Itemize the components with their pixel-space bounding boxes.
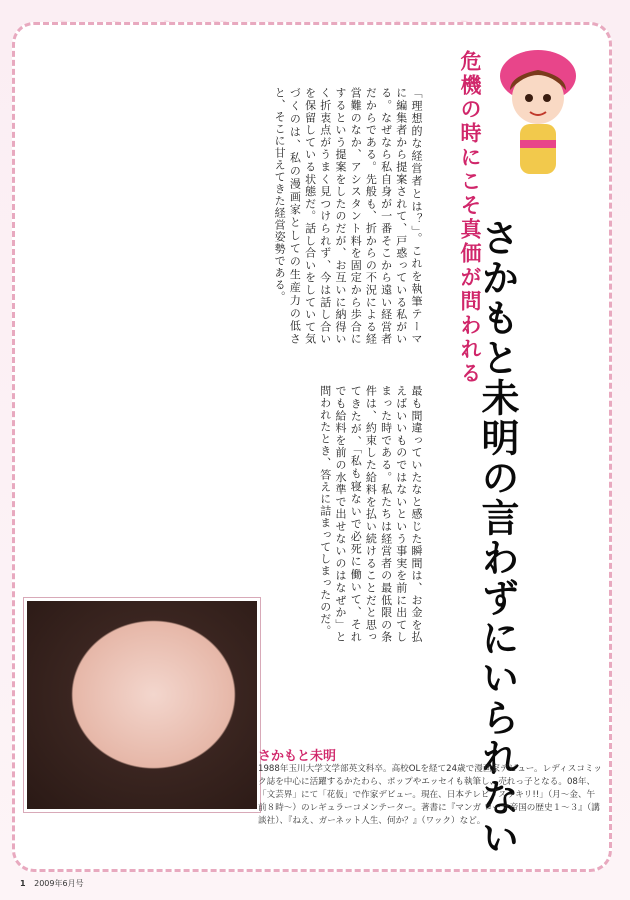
author-name: さかもと未明 [258, 749, 337, 764]
author-portrait-photo [24, 598, 260, 812]
issue-date: 2009年6月号 [34, 879, 84, 888]
author-bio: 1988年玉川大学文学部英文科卒。高校OLを経て24歳で漫画家デビュー。レディスコミック誌を中心に活躍するかたわら、ポップやエッセイも執筆し、売れっ子となる。08年、「文芸界」にて「花仮」で作家デビュー。現在、日本テレビ「スッキリ!!」（月～金、午前８時～）のレギュラーコメンテーター。著書に『マンガ ローマ帝国の歴史１～３』（講談社）、『ねえ、ガーネット人生、何か？』（ワック）など。 [258, 764, 602, 826]
body-column-upper: 「理想的な経営者とは？」。これを執筆テーマに編集者から提案されて、戸惑っている私がいる。なぜなら私自身が一番そこから遠い経営者だからである。先般も、折からの不況による経営難のなか、アシスタント料を固定から歩合にするという提案をしたのだが、お互いに納得いく折衷点がうまく見つけられず、今は話し合いを保留している状態だ。話し合いをしていて気づくのは、私の漫画家としての生産力の低さと、そこに甘えてきた経営姿勢である。 [273, 87, 423, 345]
article-headline: さかもと未明の言わずにいられない [475, 218, 520, 858]
body-column-lower: 最も間違っていたなと感じた瞬間は、お金を払えばいいものではないという事実を前に出てしまった時である。私たちは経営者の最低限の条件は、約束した給料を払い続けることだと思ってきたが、「私も寝ないで必死に働いて、それでも給料を前の水準で出せないのはなぜか」と問われたとき、答えに詰まってしまったのだ。 [318, 385, 423, 643]
page-number: 1 [20, 879, 26, 888]
mascot-illustration [492, 40, 584, 190]
page-footer [20, 878, 84, 889]
article-subheading: 危機の時にこそ真価が問われる [458, 50, 482, 386]
